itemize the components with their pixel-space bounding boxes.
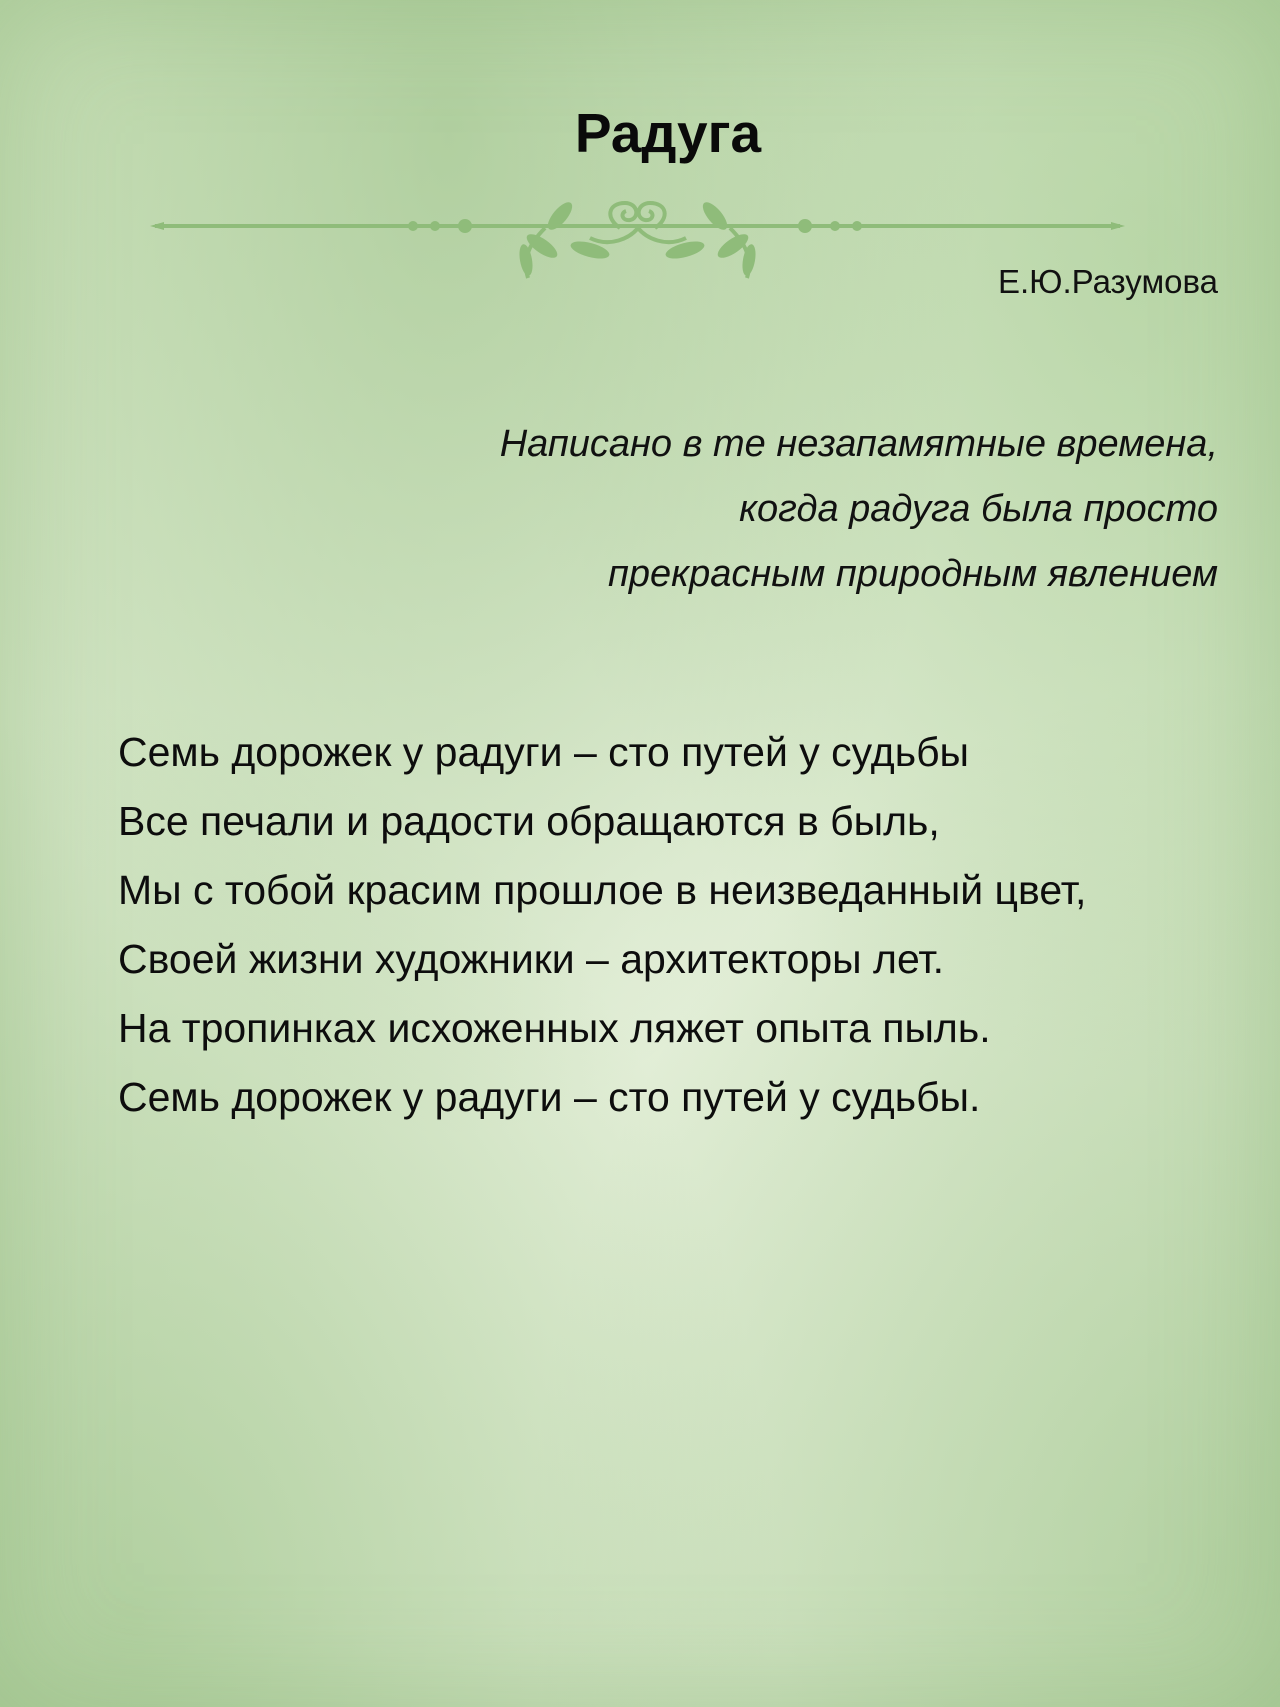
poem-body <box>118 718 1086 1132</box>
poem-line: Все печали и радости обращаются в быль, <box>118 798 940 844</box>
poem-line: На тропинках исхоженных ляжет опыта пыль. <box>118 1005 991 1051</box>
poem-line: Семь дорожек у радуги – сто путей у судьбы. <box>118 1074 981 1120</box>
author-name: Е.Ю.Разумова <box>997 263 1218 300</box>
poem-line: Мы с тобой красим прошлое в неизведанный цвет, <box>118 867 1087 913</box>
poem-title: Радуга <box>574 102 762 164</box>
poem-line: Своей жизни художники – архитекторы лет. <box>118 936 945 982</box>
epigraph-line: когда радуга была просто <box>739 488 1218 530</box>
epigraph-line: Написано в те незапамятные времена, <box>499 423 1218 465</box>
epigraph <box>500 412 1218 607</box>
epigraph-line: прекрасным природным явлением <box>607 553 1218 595</box>
floral-divider-ornament-icon <box>150 198 1125 293</box>
poem-line: Семь дорожек у радуги – сто путей у судьбы <box>118 729 970 775</box>
